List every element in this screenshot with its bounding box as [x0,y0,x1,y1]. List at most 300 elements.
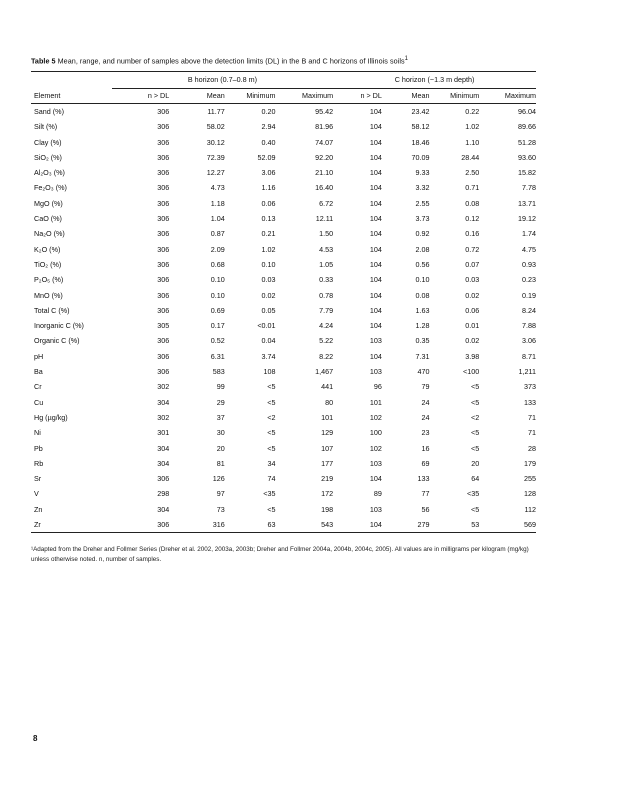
cell-c-mean: 3.73 [415,214,430,224]
cell-b-count: 306 [157,152,170,162]
table-row [31,135,536,150]
cell-b-maximum: 81.96 [315,122,334,132]
table-row [31,318,536,333]
cell-element: P₂O₅ (%) [34,275,64,285]
cell-element: Pb [34,443,43,453]
cell-element: TiO₂ (%) [34,259,62,269]
cell-c-count: 103 [369,458,382,468]
cell-b-maximum: 74.07 [315,137,334,147]
cell-c-mean: 69 [421,458,430,468]
cell-c-maximum: 179 [524,458,536,468]
cell-b-minimum: <35 [263,489,276,499]
cell-c-maximum: 7.78 [522,183,536,193]
cell-b-minimum: <5 [267,397,276,407]
cell-c-mean: 2.55 [415,198,430,208]
table-footnote: ¹Adapted from the Dreher and Follmer Series (Dreher et al. 2002, 2003a, 2003b; Dreher and Follmer 2004a, 2004b, 2004c, 2005). All values are in milligrams per kilogram (mg/kg) unless otherwise noted. n, number of samples. [31,546,529,563]
cell-b-count: 306 [157,259,170,269]
table-row [31,150,536,165]
cell-element: Zn [34,504,43,514]
cell-b-mean: 0.10 [210,290,225,300]
cell-b-count: 306 [157,275,170,285]
cell-c-maximum: 89.66 [518,122,536,132]
table-row [31,165,536,180]
cell-element: V [34,489,39,499]
cell-c-mean: 70.09 [411,152,430,162]
group-header-b-horizon: B horizon (0.7–0.8 m) [112,72,334,89]
cell-c-minimum: 1.02 [465,122,480,132]
cell-c-maximum: 3.06 [522,336,536,346]
cell-c-mean: 56 [421,504,430,514]
cell-b-minimum: <0.01 [257,321,276,331]
cell-b-minimum: 0.06 [261,198,276,208]
cell-b-maximum: 16.40 [315,183,334,193]
cell-b-minimum: 3.06 [261,168,276,178]
cell-c-minimum: 0.02 [465,336,480,346]
cell-b-minimum: 0.02 [261,290,276,300]
cell-c-minimum: 0.16 [465,229,480,239]
cell-c-maximum: 19.12 [518,214,536,224]
cell-c-minimum: 0.72 [465,244,480,254]
cell-b-mean: 81 [216,458,225,468]
cell-b-mean: 6.31 [210,351,225,361]
cell-element: pH [34,351,44,361]
cell-b-maximum: 95.42 [315,107,334,116]
cell-b-minimum: 0.04 [261,336,276,346]
cell-element: Cr [34,382,42,392]
cell-b-count: 306 [157,305,170,315]
cell-b-maximum: 7.79 [319,305,334,315]
cell-b-maximum: 4.53 [319,244,334,254]
table-column-header [31,89,536,104]
cell-b-count: 306 [157,229,170,239]
footnote-marker: 1 [404,56,409,62]
cell-element: Al₂O₃ (%) [34,168,65,178]
cell-element: K₂O (%) [34,244,61,254]
cell-b-mean: 30 [216,428,225,438]
cell-b-maximum: 1.50 [319,229,334,239]
cell-b-count: 304 [157,443,170,453]
cell-c-minimum: 2.50 [465,168,480,178]
cell-c-minimum: 0.07 [465,259,480,269]
cell-element: MgO (%) [34,198,63,208]
cell-c-mean: 0.35 [415,336,430,346]
cell-c-count: 101 [369,397,382,407]
table-row [31,379,536,394]
cell-c-maximum: 373 [524,382,536,392]
cell-c-mean: 3.32 [415,183,430,193]
cell-c-mean: 18.46 [411,137,430,147]
cell-b-maximum: 172 [321,489,334,499]
cell-b-mean: 97 [216,489,225,499]
cell-c-count: 104 [369,351,382,361]
cell-c-count: 104 [369,275,382,285]
cell-c-minimum: 64 [471,474,480,484]
cell-c-count: 104 [369,229,382,239]
table-row [31,517,536,533]
table-row [31,119,536,134]
cell-b-count: 306 [157,336,170,346]
cell-c-maximum: 133 [524,397,536,407]
cell-c-maximum: 112 [524,504,536,514]
cell-b-mean: 0.52 [210,336,225,346]
cell-c-mean: 1.28 [415,321,430,331]
cell-c-mean: 0.92 [415,229,430,239]
cell-b-minimum: 0.13 [261,214,276,224]
cell-c-maximum: 128 [524,489,536,499]
cell-b-mean: 0.10 [210,275,225,285]
cell-b-mean: 1.18 [210,198,225,208]
col-header-b-count: n > DL [112,89,170,104]
cell-c-mean: 0.56 [415,259,430,269]
table-row [31,425,536,440]
cell-c-maximum: 7.88 [522,321,536,331]
table-row [31,180,536,195]
cell-b-maximum: 80 [325,397,334,407]
cell-b-count: 304 [157,504,170,514]
cell-element: Rb [34,458,44,468]
table-row [31,395,536,410]
cell-b-count: 304 [157,397,170,407]
cell-c-minimum: 28.44 [461,152,480,162]
cell-c-mean: 133 [417,474,430,484]
col-header-b-maximum: Maximum [276,89,334,104]
table-label: Table 5 [31,56,56,66]
cell-element: Fe₂O₃ (%) [34,183,67,193]
cell-c-minimum: <5 [471,397,480,407]
cell-b-minimum: 1.16 [261,183,276,193]
cell-b-count: 306 [157,474,170,484]
cell-element: Silt (%) [34,122,58,132]
table-caption-text: Mean, range, and number of samples above the detection limits (DL) in the B and C horizons of Illinois soils [55,56,405,66]
table-caption [31,56,591,65]
cell-c-count: 104 [369,183,382,193]
cell-b-maximum: 198 [321,504,334,514]
group-header-c-horizon: C horizon (~1.3 m depth) [333,72,536,89]
cell-b-minimum: 52.09 [257,152,276,162]
cell-b-maximum: 6.72 [319,198,334,208]
cell-b-minimum: 0.21 [261,229,276,239]
cell-b-count: 306 [157,198,170,208]
cell-b-mean: 58.02 [206,122,225,132]
cell-b-mean: 4.73 [210,183,225,193]
cell-c-maximum: 71 [528,412,536,422]
cell-b-maximum: 0.78 [319,290,334,300]
cell-b-count: 306 [157,214,170,224]
table-row [31,410,536,425]
cell-c-maximum: 1.74 [522,229,536,239]
cell-c-mean: 16 [421,443,430,453]
table-row [31,242,536,257]
cell-b-mean: 12.27 [206,168,225,178]
cell-c-mean: 58.12 [411,122,430,132]
table-row [31,104,536,120]
col-header-b-mean: Mean [169,89,225,104]
col-header-c-maximum: Maximum [479,89,536,104]
cell-c-minimum: 0.12 [465,214,480,224]
cell-c-maximum: 569 [479,517,536,533]
cell-c-count: 104 [369,474,382,484]
cell-b-mean: 0.87 [210,229,225,239]
cell-element: CaO (%) [34,214,62,224]
cell-element: Clay (%) [34,137,62,147]
table-row [31,272,536,287]
cell-c-minimum: 3.98 [465,351,480,361]
cell-b-mean: 0.17 [210,321,225,331]
cell-b-minimum: <2 [267,412,276,422]
cell-element: SiO₂ (%) [34,152,62,162]
cell-c-minimum: 0.08 [465,198,480,208]
cell-c-maximum: 71 [528,428,536,438]
cell-c-minimum: <35 [467,489,480,499]
cell-c-mean: 23.42 [411,107,430,116]
cell-c-minimum: 53 [429,517,479,533]
cell-b-maximum: 4.24 [319,321,334,331]
cell-b-maximum: 101 [321,412,334,422]
cell-c-minimum: 0.22 [465,107,480,116]
cell-c-count: 103 [369,367,382,377]
cell-c-count: 104 [369,305,382,315]
cell-c-minimum: <5 [471,428,480,438]
cell-b-mean: 20 [216,443,225,453]
cell-element: Hg (µg/kg) [34,412,68,422]
table-row [31,441,536,456]
cell-b-mean: 72.39 [206,152,225,162]
cell-c-count: 104 [369,244,382,254]
cell-c-count: 104 [369,198,382,208]
table-row [31,471,536,486]
cell-b-count: 306 [157,122,170,132]
cell-b-maximum: 92.20 [315,152,334,162]
table-row [31,349,536,364]
cell-c-count: 104 [369,214,382,224]
cell-b-minimum: 0.03 [261,275,276,285]
cell-b-maximum: 177 [321,458,334,468]
cell-element: MnO (%) [34,290,63,300]
cell-b-count: 305 [157,321,170,331]
cell-b-minimum: <5 [267,382,276,392]
cell-element: Organic C (%) [34,336,80,346]
table-body [31,104,536,533]
cell-b-minimum: 34 [267,458,276,468]
cell-c-count: 104 [369,107,382,116]
soil-data-table [31,71,536,533]
cell-c-count: 103 [369,504,382,514]
group-spacer [31,72,112,89]
cell-b-count: 304 [157,458,170,468]
cell-element: Zr [31,517,112,533]
cell-c-maximum: 255 [524,474,536,484]
cell-b-count: 306 [112,517,170,533]
table-group-header [31,72,536,89]
table-row [31,196,536,211]
cell-c-mean: 0.10 [415,275,430,285]
cell-element: Inorganic C (%) [34,321,84,331]
col-header-c-count: n > DL [333,89,382,104]
cell-element: Na₂O (%) [34,229,65,239]
cell-c-minimum: <5 [471,504,480,514]
col-header-c-mean: Mean [382,89,430,104]
cell-b-minimum: 0.05 [261,305,276,315]
cell-b-mean: 73 [216,504,225,514]
cell-c-count: 104 [369,290,382,300]
cell-b-maximum: 129 [321,428,334,438]
cell-b-minimum: 0.10 [261,259,276,269]
cell-c-mean: 9.33 [415,168,430,178]
cell-c-mean: 0.08 [415,290,430,300]
table-row [31,226,536,241]
cell-c-maximum: 15.82 [518,168,536,178]
cell-element: Ba [34,367,43,377]
cell-c-count: 104 [369,168,382,178]
cell-b-minimum: 74 [267,474,276,484]
cell-b-maximum: 8.22 [319,351,334,361]
table-row [31,211,536,226]
cell-c-count: 102 [369,443,382,453]
cell-c-count: 96 [373,382,382,392]
cell-b-maximum: 0.33 [319,275,334,285]
cell-c-count: 104 [369,137,382,147]
cell-b-minimum: <5 [267,428,276,438]
col-header-b-minimum: Minimum [225,89,276,104]
cell-c-count: 104 [369,122,382,132]
cell-b-minimum: <5 [267,443,276,453]
cell-b-count: 306 [157,107,170,116]
cell-c-minimum: 0.71 [465,183,480,193]
cell-c-minimum: 1.10 [465,137,480,147]
cell-c-minimum: <5 [471,382,480,392]
cell-b-maximum: 12.11 [315,214,334,224]
cell-b-maximum: 21.10 [315,168,334,178]
cell-b-count: 306 [157,183,170,193]
cell-b-minimum: 0.20 [261,107,276,116]
cell-c-maximum: 8.24 [522,305,536,315]
cell-c-minimum: <5 [471,443,480,453]
cell-b-mean: 2.09 [210,244,225,254]
cell-c-maximum: 8.71 [522,351,536,361]
cell-b-maximum: 543 [276,517,334,533]
cell-c-count: 104 [369,152,382,162]
table-row [31,257,536,272]
cell-b-maximum: 107 [321,443,334,453]
cell-c-maximum: 0.19 [522,290,536,300]
cell-c-minimum: 20 [471,458,480,468]
cell-b-mean: 1.04 [210,214,225,224]
cell-b-count: 306 [157,137,170,147]
cell-c-minimum: 0.02 [465,290,480,300]
cell-c-maximum: 93.60 [518,152,536,162]
cell-b-count: 306 [157,244,170,254]
cell-b-minimum: 1.02 [261,244,276,254]
cell-b-count: 306 [157,168,170,178]
table-row [31,486,536,501]
cell-b-count: 302 [157,382,170,392]
cell-c-minimum: <2 [471,412,480,422]
cell-element: Sand (%) [34,107,64,116]
page-number: 8 [33,734,38,743]
cell-b-mean: 583 [212,367,225,377]
cell-c-maximum: 51.28 [518,137,536,147]
cell-b-minimum: 108 [263,367,276,377]
cell-b-mean: 0.69 [210,305,225,315]
cell-c-mean: 279 [382,517,430,533]
cell-c-maximum: 28 [528,443,536,453]
cell-b-maximum: 1,467 [315,367,334,377]
cell-b-count: 302 [157,412,170,422]
cell-b-maximum: 1.05 [319,259,334,269]
cell-b-mean: 99 [216,382,225,392]
cell-b-mean: 29 [216,397,225,407]
table-row [31,456,536,471]
table-row [31,303,536,318]
cell-c-mean: 24 [421,412,430,422]
cell-b-count: 306 [157,367,170,377]
cell-c-minimum: <100 [463,367,480,377]
cell-b-count: 301 [157,428,170,438]
cell-c-count: 103 [369,336,382,346]
cell-b-maximum: 5.22 [319,336,334,346]
cell-b-mean: 30.12 [206,137,225,147]
cell-c-maximum: 0.23 [522,275,536,285]
cell-b-maximum: 441 [321,382,334,392]
cell-b-mean: 11.77 [207,107,225,116]
cell-c-count: 104 [369,321,382,331]
cell-c-mean: 2.08 [415,244,430,254]
cell-c-count: 104 [333,517,382,533]
cell-b-mean: 126 [212,474,225,484]
table-row [31,288,536,303]
cell-b-count: 298 [157,489,170,499]
cell-b-mean: 0.68 [210,259,225,269]
cell-c-mean: 77 [421,489,430,499]
cell-c-maximum: 13.71 [518,198,536,208]
cell-c-mean: 470 [417,367,430,377]
cell-b-minimum: 2.94 [261,122,276,132]
cell-c-mean: 79 [421,382,430,392]
table-row [31,333,536,348]
col-header-element: Element [31,89,112,104]
cell-b-minimum: 3.74 [261,351,276,361]
cell-c-maximum: 1,211 [518,367,536,377]
cell-c-maximum: 4.75 [522,244,536,254]
cell-c-mean: 23 [421,428,430,438]
cell-c-count: 102 [369,412,382,422]
cell-b-minimum: <5 [267,504,276,514]
cell-b-maximum: 219 [321,474,334,484]
table-row [31,364,536,379]
cell-c-minimum: 0.06 [465,305,480,315]
cell-c-count: 100 [369,428,382,438]
cell-c-mean: 1.63 [415,305,430,315]
cell-b-minimum: 63 [225,517,276,533]
cell-b-minimum: 0.40 [261,137,276,147]
cell-c-maximum: 96.04 [518,107,536,116]
col-header-c-minimum: Minimum [429,89,479,104]
cell-c-mean: 7.31 [415,351,430,361]
cell-c-mean: 24 [421,397,430,407]
cell-element: Total C (%) [34,305,70,315]
cell-b-mean: 37 [216,412,225,422]
table-row [31,502,536,517]
cell-b-count: 306 [157,351,170,361]
cell-element: Ni [34,428,41,438]
cell-c-minimum: 0.03 [465,275,480,285]
cell-element: Sr [34,474,42,484]
cell-c-maximum: 0.93 [522,259,536,269]
cell-c-minimum: 0.01 [465,321,480,331]
cell-b-mean: 316 [169,517,225,533]
cell-c-count: 104 [369,259,382,269]
cell-c-count: 89 [373,489,382,499]
